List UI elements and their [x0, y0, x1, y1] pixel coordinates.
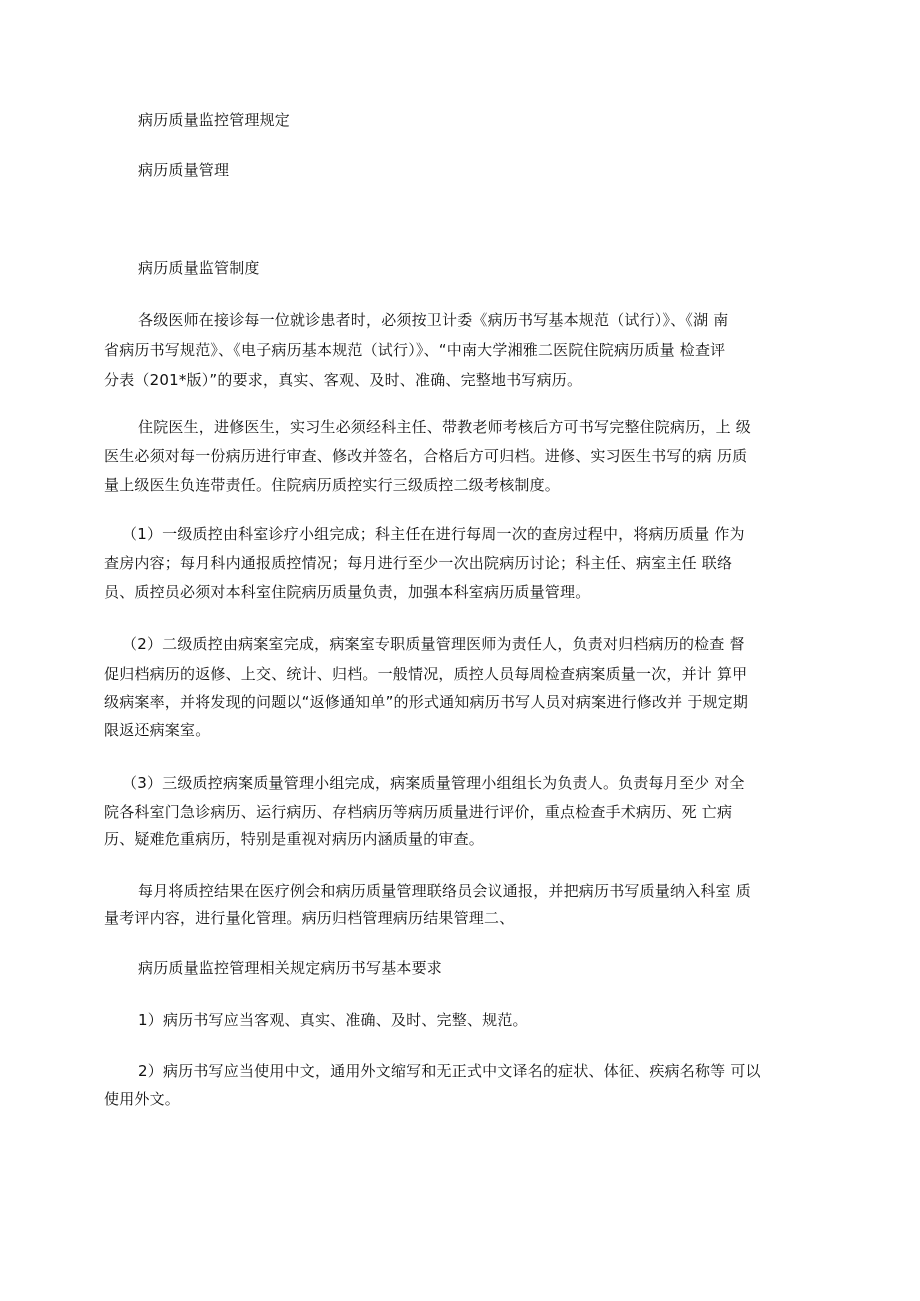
paragraph-line: 促归档病历的返修、上交、统计、归档。一般情况，质控人员每周检查病案质量一次，并计 算甲 — [104, 665, 748, 683]
paragraph-line: 省病历书写规范》、《电子病历基本规范（试行）》、“中南大学湘雅二医院住院病历质量 检查评 — [104, 341, 726, 359]
requirement-line: 2）病历书写应当使用中文，通用外文缩写和无正式中文译名的症状、体征、疾病名称等 可以 — [138, 1062, 761, 1080]
paragraph-line: 分表（201*版）”的要求，真实、客观、及时、准确、完整地书写病历。 — [104, 371, 583, 389]
requirement-line: 1）病历书写应当客观、真实、准确、及时、完整、规范。 — [138, 1011, 528, 1029]
paragraph-line: （2）二级质控由病案室完成，病案室专职质量管理医师为责任人，负责对归档病历的检查 督 — [122, 635, 745, 653]
paragraph-line: 量上级医生负连带责任。住院病历质控实行三级质控二级考核制度。 — [104, 476, 561, 494]
document-title: 病历质量监控管理规定 — [138, 111, 291, 129]
paragraph-line: 住院医生，进修医生，实习生必须经科主任、带教老师考核后方可书写完整住院病历，上 级 — [138, 418, 751, 436]
paragraph-line: （3）三级质控病案质量管理小组完成，病案质量管理小组组长为负责人。负责每月至少 对全 — [122, 774, 745, 792]
section-heading: 病历质量监管制度 — [138, 259, 260, 277]
paragraph-line: 限返还病案室。 — [104, 721, 211, 739]
paragraph-line: 量考评内容，进行量化管理。病历归档管理病历结果管理二、 — [104, 909, 515, 927]
paragraph-line: 各级医师在接诊每一位就诊患者时，必须按卫计委《病历书写基本规范（试行）》、《湖 南 — [138, 311, 729, 329]
requirements-heading: 病历质量监控管理相关规定病历书写基本要求 — [138, 959, 443, 977]
paragraph-line: 院各科室门急诊病历、运行病历、存档病历等病历质量进行评价，重点检查手术病历、死 亡病 — [104, 803, 733, 821]
requirement-line: 使用外文。 — [104, 1090, 181, 1108]
paragraph-line: 医生必须对每一份病历进行审查、修改并签名，合格后方可归档。进修、实习医生书写的病 历质 — [104, 447, 748, 465]
document-subtitle: 病历质量管理 — [138, 161, 230, 179]
paragraph-line: 员、质控员必须对本科室住院病历质量负责，加强本科室病历质量管理。 — [104, 583, 591, 601]
paragraph-line: 级病案率，并将发现的问题以“返修通知单”的形式通知病历书写人员对病案进行修改并 于规定期 — [104, 693, 749, 711]
paragraph-line: 每月将质控结果在医疗例会和病历质量管理联络员会议通报，并把病历书写质量纳入科室 质 — [138, 882, 751, 900]
paragraph-line: 历、疑难危重病历，特别是重视对病历内涵质量的审查。 — [104, 830, 485, 848]
paragraph-line: 查房内容；每月科内通报质控情况；每月进行至少一次出院病历讨论；科主任、病室主任 联络 — [104, 554, 733, 572]
paragraph-line: （1）一级质控由科室诊疗小组完成；科主任在进行每周一次的查房过程中，将病历质量 作为 — [122, 525, 745, 543]
